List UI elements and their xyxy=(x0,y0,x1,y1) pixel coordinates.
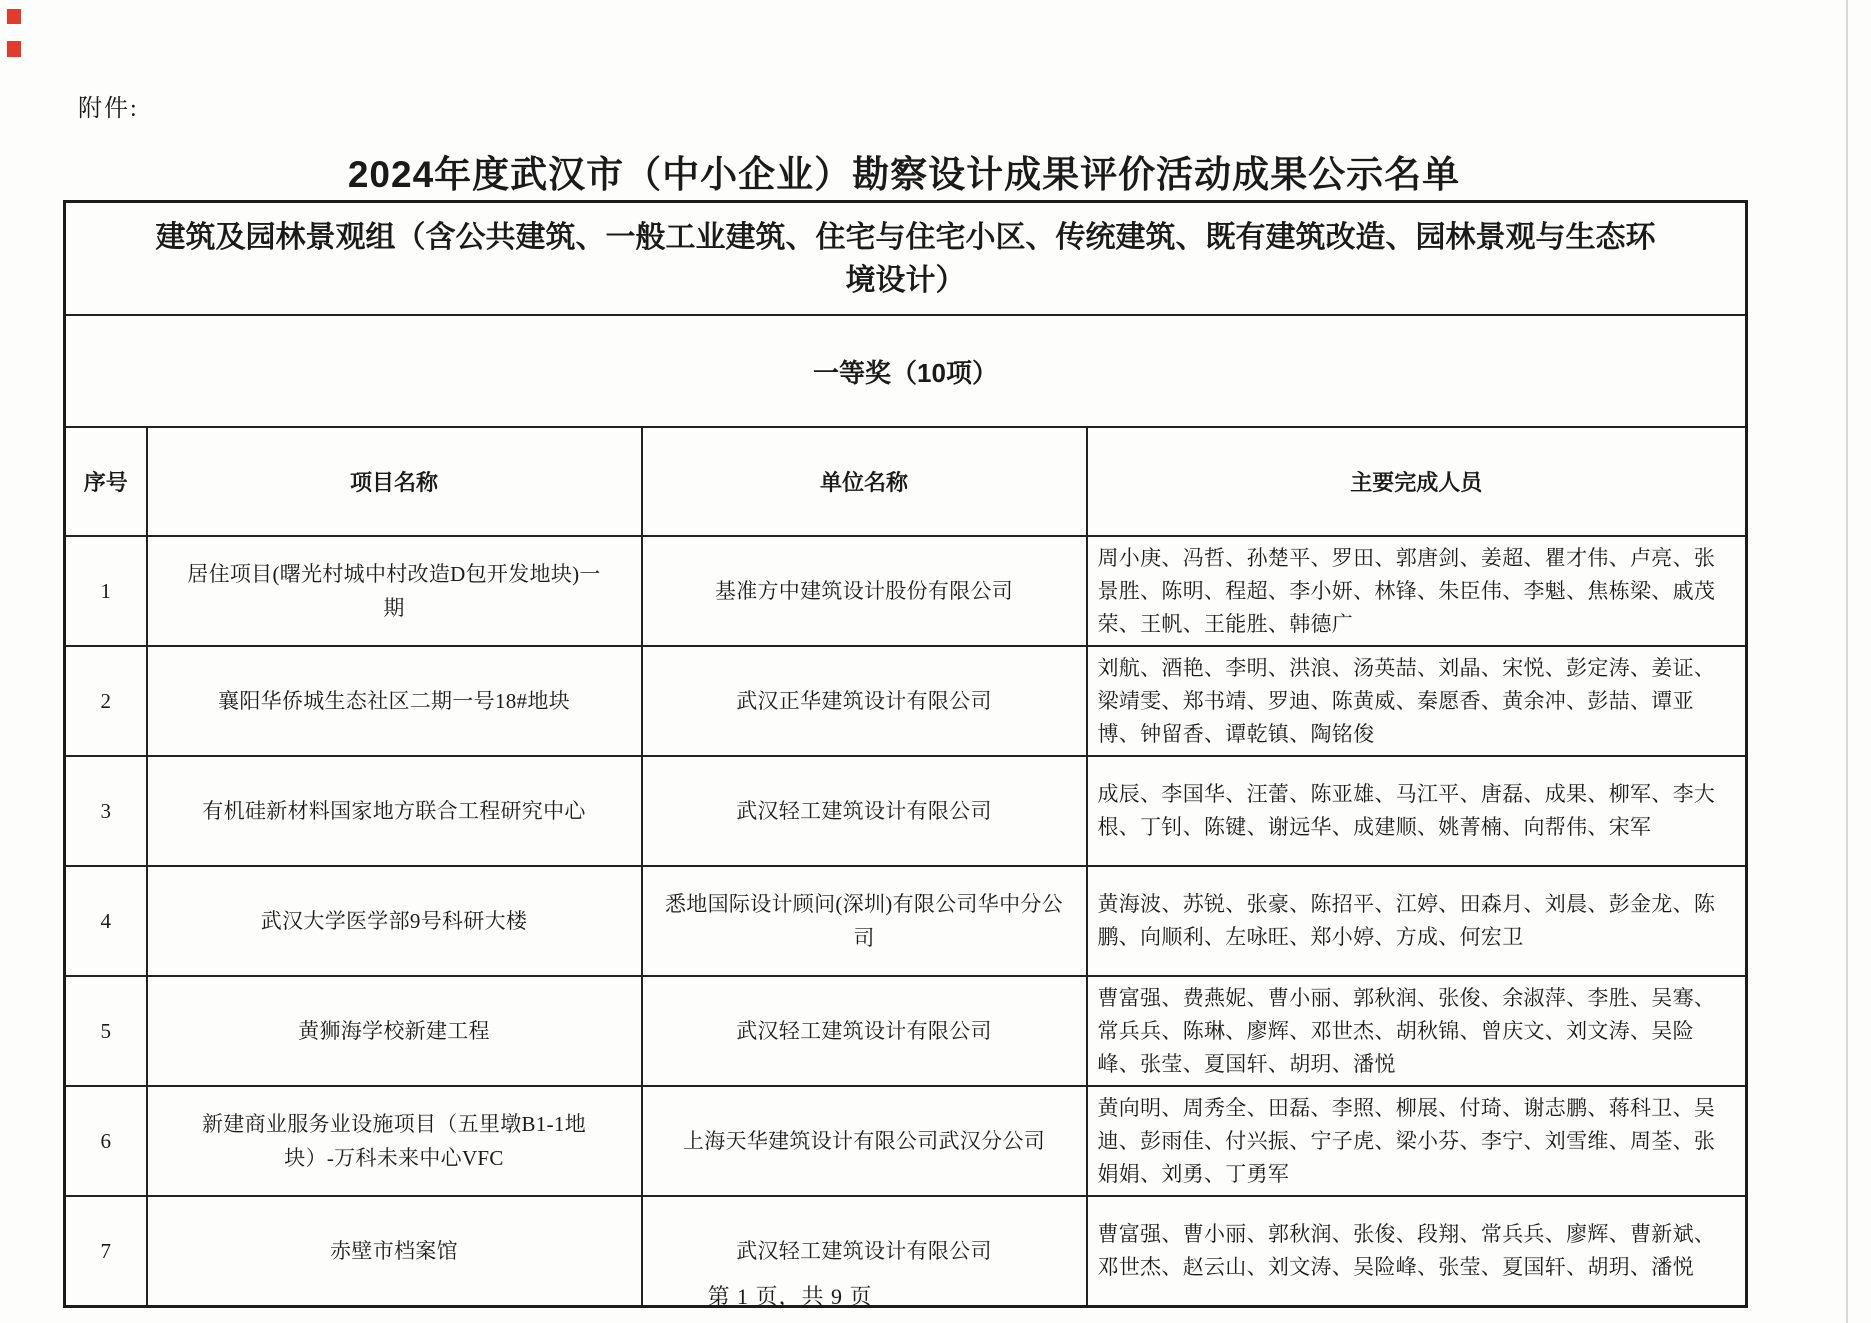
personnel-cell: 黄向明、周秀全、田磊、李照、柳展、付琦、谢志鹏、蒋科卫、吴迪、彭雨佳、付兴振、宁子虎、梁小芬、李宁、刘雪维、周荃、张娟娟、刘勇、丁勇军 xyxy=(1087,1086,1747,1196)
table-row xyxy=(65,646,1747,756)
project-cell: 襄阳华侨城生态社区二期一号18#地块 xyxy=(147,646,642,756)
table-row xyxy=(65,1086,1747,1196)
serial-cell: 4 xyxy=(65,866,147,976)
serial-cell: 1 xyxy=(65,536,147,646)
table-row xyxy=(65,866,1747,976)
col-header-company: 单位名称 xyxy=(642,427,1087,536)
column-header-row xyxy=(65,427,1747,536)
results-table xyxy=(63,200,1748,1308)
company-cell: 基准方中建筑设计股份有限公司 xyxy=(642,536,1087,646)
company-cell: 武汉正华建筑设计有限公司 xyxy=(642,646,1087,756)
company-cell: 武汉轻工建筑设计有限公司 xyxy=(642,1196,1087,1307)
table-row xyxy=(65,976,1747,1086)
personnel-cell: 成辰、李国华、汪蕾、陈亚雄、马江平、唐磊、成果、柳军、李大根、丁钊、陈键、谢远华、成建顺、姚菁楠、向帮伟、宋军 xyxy=(1087,756,1747,866)
red-scan-mark xyxy=(7,9,21,24)
table-row xyxy=(65,756,1747,866)
award-tier-row xyxy=(65,315,1747,427)
project-cell: 有机硅新材料国家地方联合工程研究中心 xyxy=(147,756,642,866)
company-cell: 武汉轻工建筑设计有限公司 xyxy=(642,976,1087,1086)
project-cell: 武汉大学医学部9号科研大楼 xyxy=(147,866,642,976)
page-number-footer: 第 1 页，共 9 页 xyxy=(707,1284,873,1309)
personnel-cell: 曹富强、曹小丽、郭秋润、张俊、段翔、常兵兵、廖辉、曹新斌、邓世杰、赵云山、刘文涛、吴险峰、张莹、夏国轩、胡玥、潘悦 xyxy=(1087,1196,1747,1307)
personnel-cell: 黄海波、苏锐、张豪、陈招平、江婷、田森月、刘晨、彭金龙、陈鹏、向顺利、左咏旺、郑小婷、方成、何宏卫 xyxy=(1087,866,1747,976)
table-row xyxy=(65,536,1747,646)
company-cell: 上海天华建筑设计有限公司武汉分公司 xyxy=(642,1086,1087,1196)
project-cell: 新建商业服务业设施项目（五里墩B1-1地块）-万科未来中心VFC xyxy=(147,1086,642,1196)
page-title: 2024年度武汉市（中小企业）勘察设计成果评价活动成果公示名单 xyxy=(347,154,1461,195)
company-cell: 武汉轻工建筑设计有限公司 xyxy=(642,756,1087,866)
serial-cell: 6 xyxy=(65,1086,147,1196)
company-cell: 悉地国际设计顾问(深圳)有限公司华中分公司 xyxy=(642,866,1087,976)
personnel-cell: 曹富强、费燕妮、曹小丽、郭秋润、张俊、余淑萍、李胜、吴骞、常兵兵、陈琳、廖辉、邓世杰、胡秋锦、曾庆文、刘文涛、吴险峰、张莹、夏国轩、胡玥、潘悦 xyxy=(1087,976,1747,1086)
group-header-row xyxy=(65,202,1747,316)
group-header-cell: 建筑及园林景观组（含公共建筑、一般工业建筑、住宅与住宅小区、传统建筑、既有建筑改造、园林景观与生态环境设计） xyxy=(65,202,1747,316)
personnel-cell: 刘航、酒艳、李明、洪浪、汤英喆、刘晶、宋悦、彭定涛、姜证、梁靖雯、郑书靖、罗迪、陈黄威、秦愿香、黄余冲、彭喆、谭亚博、钟留香、谭乾镇、陶铭俊 xyxy=(1087,646,1747,756)
project-cell: 黄狮海学校新建工程 xyxy=(147,976,642,1086)
serial-cell: 3 xyxy=(65,756,147,866)
project-cell: 居住项目(曙光村城中村改造D包开发地块)一期 xyxy=(147,536,642,646)
award-tier-cell: 一等奖（10项） xyxy=(65,315,1747,427)
col-header-project: 项目名称 xyxy=(147,427,642,536)
serial-cell: 5 xyxy=(65,976,147,1086)
col-header-serial: 序号 xyxy=(65,427,147,536)
red-scan-mark xyxy=(7,41,21,57)
col-header-personnel: 主要完成人员 xyxy=(1087,427,1747,536)
personnel-cell: 周小庚、冯哲、孙楚平、罗田、郭唐剑、姜超、瞿才伟、卢亮、张景胜、陈明、程超、李小妍、林锋、朱臣伟、李魁、焦栋梁、戚茂荣、王帆、王能胜、韩德广 xyxy=(1087,536,1747,646)
project-cell: 赤壁市档案馆 xyxy=(147,1196,642,1307)
serial-cell: 7 xyxy=(65,1196,147,1307)
attachment-label: 附件: xyxy=(78,96,139,122)
page-edge-shadow xyxy=(1846,0,1848,1323)
serial-cell: 2 xyxy=(65,646,147,756)
